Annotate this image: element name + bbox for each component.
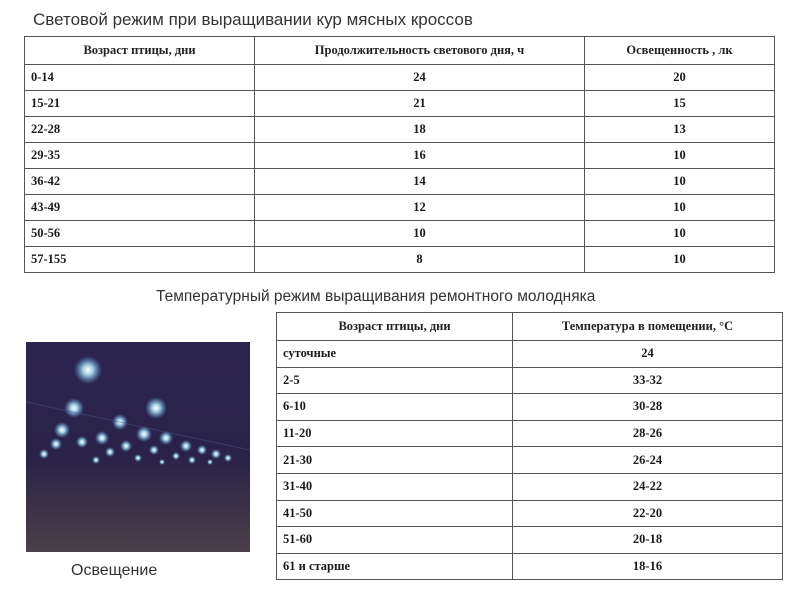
column-header-age: Возраст птицы, дни (277, 313, 513, 341)
light-glow (224, 454, 232, 462)
day-length-cell: 8 (255, 247, 585, 273)
illuminance-cell: 13 (585, 117, 775, 143)
age-cell: 21-30 (277, 447, 513, 474)
light-glow (134, 454, 142, 462)
age-cell: 0-14 (25, 65, 255, 91)
light-glow (211, 449, 221, 459)
temperature-cell: 20-18 (513, 527, 783, 554)
table-row (25, 65, 775, 91)
age-cell: 41-50 (277, 500, 513, 527)
table-row (277, 500, 783, 527)
table-row (277, 447, 783, 474)
temperature-cell: 24 (513, 341, 783, 368)
illuminance-cell: 10 (585, 195, 775, 221)
age-cell: 11-20 (277, 420, 513, 447)
day-length-cell: 24 (255, 65, 585, 91)
temperature-cell: 28-26 (513, 420, 783, 447)
age-cell: 29-35 (25, 143, 255, 169)
day-length-cell: 16 (255, 143, 585, 169)
table-row (277, 553, 783, 580)
lighting-table-header-row (25, 37, 775, 65)
temperature-cell: 24-22 (513, 473, 783, 500)
age-cell: 36-42 (25, 169, 255, 195)
table-row (277, 367, 783, 394)
light-glow (76, 436, 88, 448)
table-row (277, 394, 783, 421)
table-row (25, 91, 775, 117)
day-length-cell: 14 (255, 169, 585, 195)
day-length-cell: 18 (255, 117, 585, 143)
light-glow (105, 447, 115, 457)
temperature-cell: 26-24 (513, 447, 783, 474)
lighting-table-title: Световой режим при выращивании кур мясных кроссов (33, 10, 473, 29)
day-length-cell: 12 (255, 195, 585, 221)
age-cell: 15-21 (25, 91, 255, 117)
column-header-illuminance: Освещенность , лк (585, 37, 775, 65)
lighting-table (24, 36, 775, 273)
illuminance-cell: 10 (585, 221, 775, 247)
table-row (25, 221, 775, 247)
light-glow (92, 456, 100, 464)
poultry-house-lighting-photo (26, 342, 250, 552)
age-cell: 31-40 (277, 473, 513, 500)
light-glow (95, 431, 109, 445)
age-cell: 22-28 (25, 117, 255, 143)
table-row (25, 195, 775, 221)
temperature-table-title: Температурный режим выращивания ремонтного молодняка (156, 288, 596, 305)
table-row (277, 473, 783, 500)
photo-caption: Освещение (71, 562, 158, 579)
day-length-cell: 10 (255, 221, 585, 247)
illuminance-cell: 15 (585, 91, 775, 117)
light-glow (207, 459, 213, 465)
light-glow (159, 459, 165, 465)
temperature-table-header-row (277, 313, 783, 341)
table-row (25, 169, 775, 195)
temperature-cell: 33-32 (513, 367, 783, 394)
light-glow (39, 449, 49, 459)
light-glow (74, 356, 102, 384)
age-cell: 2-5 (277, 367, 513, 394)
column-header-age: Возраст птицы, дни (25, 37, 255, 65)
light-glow (120, 440, 132, 452)
light-glow (64, 398, 84, 418)
age-cell: 6-10 (277, 394, 513, 421)
column-header-temperature: Температура в помещении, °С (513, 313, 783, 341)
light-glow (180, 440, 192, 452)
light-glow (172, 452, 180, 460)
light-glow (197, 445, 207, 455)
illuminance-cell: 10 (585, 169, 775, 195)
light-glow (149, 445, 159, 455)
temperature-table (276, 312, 783, 580)
age-cell: 43-49 (25, 195, 255, 221)
light-glow (145, 397, 167, 419)
light-glow (188, 456, 196, 464)
light-glow (54, 422, 70, 438)
column-header-day-length: Продолжительность светового дня, ч (255, 37, 585, 65)
age-cell: 61 и старше (277, 553, 513, 580)
illuminance-cell: 20 (585, 65, 775, 91)
age-cell: 50-56 (25, 221, 255, 247)
temperature-cell: 22-20 (513, 500, 783, 527)
table-row (277, 341, 783, 368)
illuminance-cell: 10 (585, 247, 775, 273)
temperature-cell: 18-16 (513, 553, 783, 580)
light-glow (50, 438, 62, 450)
table-row (277, 420, 783, 447)
table-row (25, 247, 775, 273)
age-cell: 57-155 (25, 247, 255, 273)
table-row (277, 527, 783, 554)
table-row (25, 117, 775, 143)
temperature-cell: 30-28 (513, 394, 783, 421)
age-cell: суточные (277, 341, 513, 368)
age-cell: 51-60 (277, 527, 513, 554)
day-length-cell: 21 (255, 91, 585, 117)
illuminance-cell: 10 (585, 143, 775, 169)
table-row (25, 143, 775, 169)
